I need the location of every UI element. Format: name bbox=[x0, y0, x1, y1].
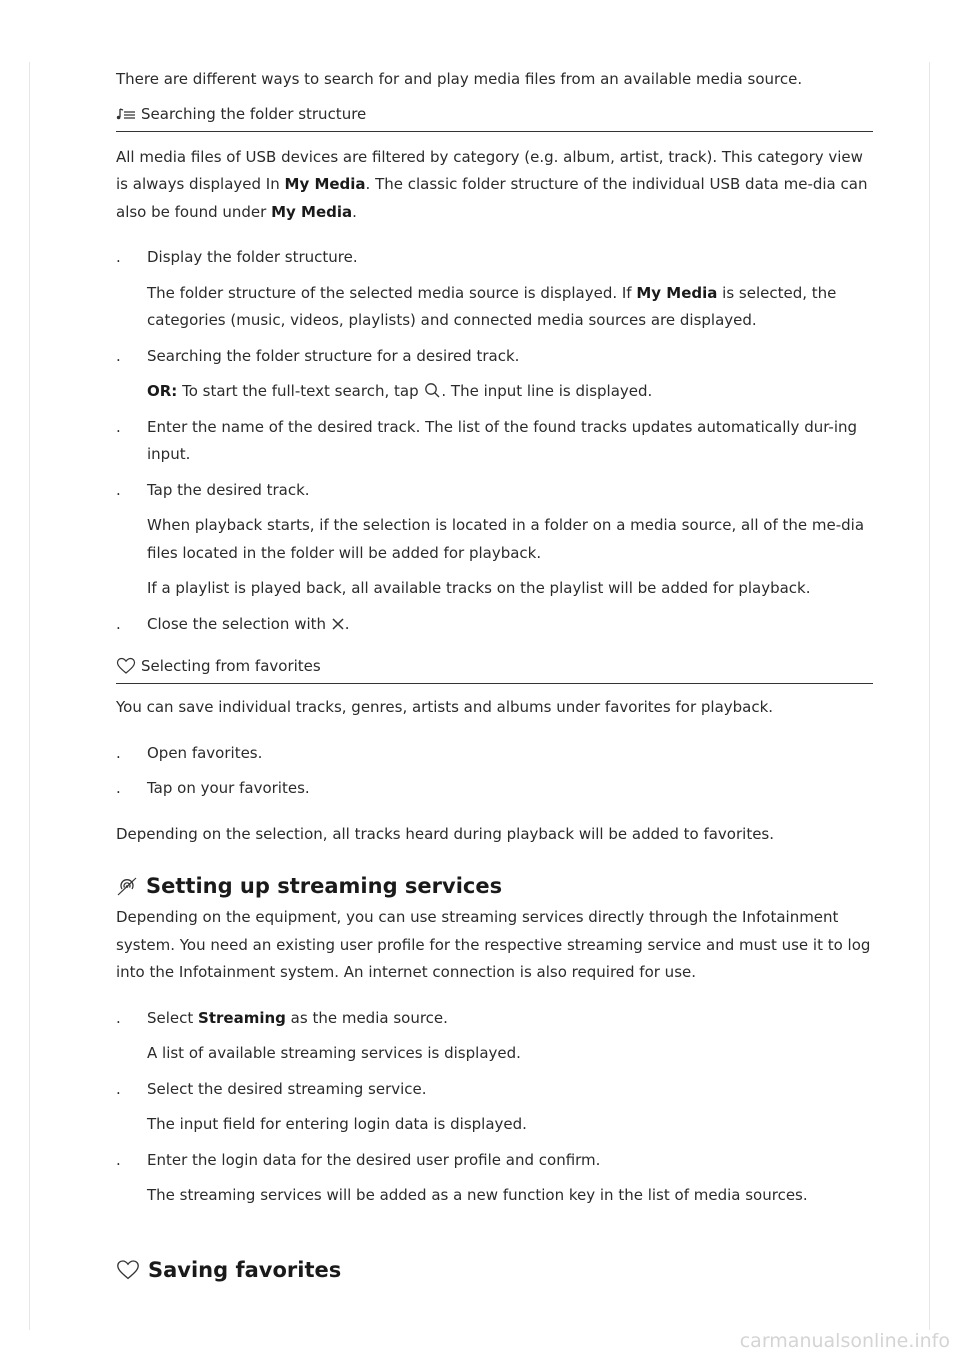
folder-step-2-note bbox=[116, 378, 873, 406]
favorites-step-1-text: Open favorites. bbox=[147, 743, 263, 762]
streaming-step-3-text: Enter the login data for the desired user profile and confirm. bbox=[147, 1150, 601, 1169]
step-bullet: . bbox=[116, 346, 121, 365]
folder-step-4-note-1: When playback starts, if the selection is located in a folder on a media source, all of the me-dia files located in the folder will be added for playback. bbox=[147, 516, 865, 562]
step-bullet: . bbox=[116, 480, 121, 499]
intro-text: There are different ways to search for and play media files from an available media source. bbox=[116, 70, 803, 88]
favorites-step-1 bbox=[116, 740, 873, 768]
manual-page bbox=[116, 66, 873, 1284]
step-bullet: . bbox=[116, 1079, 121, 1098]
note-part: To start the full-text search, tap bbox=[177, 382, 424, 400]
folder-step-5 bbox=[116, 611, 873, 639]
folder-step-4 bbox=[116, 477, 873, 505]
streaming-step-1-note: A list of available streaming services is displayed. bbox=[147, 1044, 521, 1062]
folder-step-4-text: Tap the desired track. bbox=[147, 480, 310, 499]
folder-step-1 bbox=[116, 244, 873, 272]
page-border-left bbox=[29, 62, 30, 1330]
step-bullet: . bbox=[116, 743, 121, 762]
streaming-paragraph: Depending on the equipment, you can use streaming services directly through the Infotainment system. You need an existing user profile for the respective streaming service and must use it to log into the Infotainment system. An internet connection is also required for use. bbox=[116, 908, 871, 981]
saving-favorites-heading-text: Saving favorites bbox=[148, 1257, 342, 1282]
streaming-step-2-note: The input field for entering login data is displayed. bbox=[147, 1115, 527, 1133]
search-icon bbox=[423, 382, 441, 398]
heart-icon bbox=[116, 1259, 140, 1281]
step-bullet: . bbox=[116, 1150, 121, 1169]
streaming-heading-text: Setting up streaming services bbox=[146, 874, 503, 898]
favorites-step-2 bbox=[116, 775, 873, 803]
close-icon bbox=[331, 617, 345, 631]
folder-step-5-text bbox=[147, 611, 873, 639]
favorites-step-2-text: Tap on your favorites. bbox=[147, 779, 310, 797]
step-text-part: Close the selection with bbox=[147, 614, 331, 633]
music-list-icon bbox=[116, 107, 136, 121]
favorites-paragraph: You can save individual tracks, genres, artists and albums under favorites for playback. bbox=[116, 698, 774, 716]
step-bullet: . bbox=[116, 248, 121, 266]
favorites-heading bbox=[116, 654, 873, 684]
note-part: The folder structure of the selected media source is displayed. If bbox=[147, 283, 637, 302]
streaming-step-1-text bbox=[147, 1005, 873, 1033]
step-bullet: . bbox=[116, 779, 121, 797]
folder-step-1-text: Display the folder structure. bbox=[147, 248, 358, 266]
heart-icon bbox=[116, 657, 136, 675]
favorites-after-text: Depending on the selection, all tracks heard during playback will be added to favorites. bbox=[116, 824, 775, 843]
page-border-right bbox=[929, 62, 930, 1330]
step-text-part: Select bbox=[147, 1008, 199, 1027]
step-bullet: . bbox=[116, 417, 121, 436]
watermark: carmanualsonline.info bbox=[739, 1330, 950, 1352]
streaming-heading bbox=[116, 872, 873, 900]
note-part: is selected, the categories (music, videos, playlists) and connected media sources are displayed. bbox=[147, 283, 837, 329]
step-text-part: . bbox=[344, 614, 350, 633]
step-bullet: . bbox=[116, 614, 121, 633]
folder-paragraph-part: . The classic folder structure of the individual USB data me-dia can also be found under bbox=[116, 175, 868, 221]
streaming-step-1 bbox=[116, 1005, 873, 1033]
folder-structure-heading-text: Searching the folder structure bbox=[141, 104, 367, 123]
my-media-label: My Media bbox=[284, 175, 366, 193]
folder-step-4-note-2: If a playlist is played back, all available tracks on the playlist will be added for playback. bbox=[147, 579, 811, 597]
folder-step-2 bbox=[116, 343, 873, 371]
step-text-part: as the media source. bbox=[285, 1008, 448, 1027]
folder-step-2-text: Searching the folder structure for a desired track. bbox=[147, 346, 520, 365]
my-media-label: My Media bbox=[271, 202, 353, 221]
folder-paragraph-part: All media files of USB devices are filtered by category (e.g. album, artist, track). This category view is always displayed In bbox=[116, 147, 863, 193]
saving-favorites-heading bbox=[116, 1256, 873, 1284]
streaming-icon bbox=[116, 875, 138, 897]
my-media-label: My Media bbox=[636, 283, 718, 302]
streaming-step-2 bbox=[116, 1076, 873, 1104]
folder-step-3-text: Enter the name of the desired track. The list of the found tracks updates automatically dur-ing input. bbox=[147, 417, 858, 463]
folder-paragraph bbox=[116, 144, 873, 227]
folder-step-1-note bbox=[116, 280, 873, 335]
favorites-heading-text: Selecting from favorites bbox=[141, 657, 321, 675]
streaming-label: Streaming bbox=[198, 1008, 286, 1027]
streaming-step-3 bbox=[116, 1147, 873, 1175]
folder-step-3 bbox=[116, 414, 873, 469]
step-bullet: . bbox=[116, 1008, 121, 1027]
folder-structure-heading bbox=[116, 102, 873, 132]
folder-paragraph-part: . bbox=[352, 202, 357, 221]
streaming-step-2-text: Select the desired streaming service. bbox=[147, 1079, 427, 1098]
streaming-step-3-note: The streaming services will be added as a new function key in the list of media sources. bbox=[147, 1186, 808, 1204]
or-label: OR: bbox=[147, 382, 178, 400]
note-part: . The input line is displayed. bbox=[441, 382, 653, 400]
